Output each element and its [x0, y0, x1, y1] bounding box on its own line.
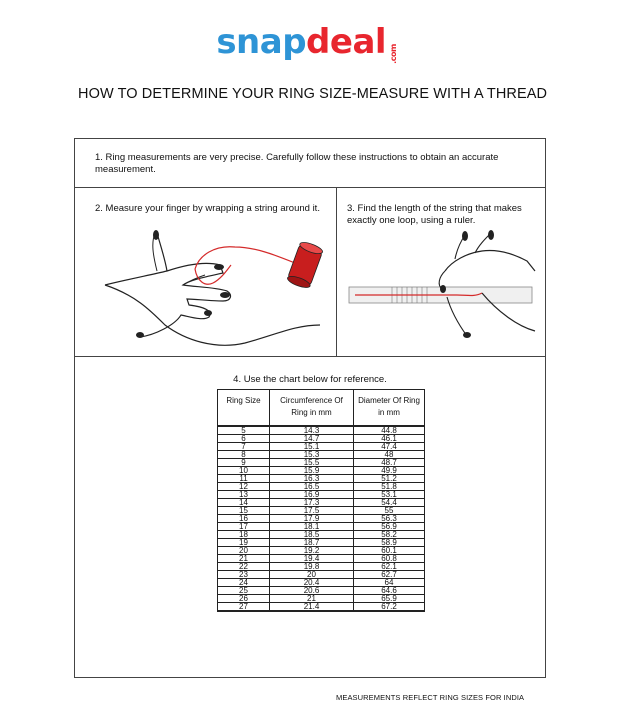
ring-size-cell: 13: [218, 491, 270, 499]
ring-size-cell: 5: [218, 426, 270, 435]
diameter-cell: 55: [354, 507, 425, 515]
circumference-cell: 19.2: [270, 547, 354, 555]
ruler-measurement-illustration: [347, 231, 542, 351]
ring-size-cell: 26: [218, 595, 270, 603]
diameter-cell: 51.8: [354, 483, 425, 491]
circumference-cell: 15.3: [270, 451, 354, 459]
circumference-cell: 18.5: [270, 531, 354, 539]
circumference-cell: 15.9: [270, 467, 354, 475]
circumference-cell: 14.7: [270, 435, 354, 443]
diameter-cell: 60.8: [354, 555, 425, 563]
diameter-cell: 62.7: [354, 571, 425, 579]
ring-size-cell: 12: [218, 483, 270, 491]
circumference-cell: 16.9: [270, 491, 354, 499]
circumference-cell: 18.1: [270, 523, 354, 531]
diameter-cell: 64: [354, 579, 425, 587]
diameter-cell: 53.1: [354, 491, 425, 499]
circumference-cell: 18.7: [270, 539, 354, 547]
diameter-cell: 49.9: [354, 467, 425, 475]
diameter-cell: 54.4: [354, 499, 425, 507]
ring-size-cell: 6: [218, 435, 270, 443]
steps-2-3-row: [75, 187, 545, 357]
diameter-cell: 56.3: [354, 515, 425, 523]
step-1-text: 1. Ring measurements are very precise. Carefully follow these instructions to obtain an accurate measurement.: [95, 152, 499, 175]
circumference-cell: 20.6: [270, 587, 354, 595]
circumference-cell: 20: [270, 571, 354, 579]
circumference-cell: 17.5: [270, 507, 354, 515]
diameter-cell: 58.9: [354, 539, 425, 547]
table-row: [218, 443, 425, 451]
ring-size-cell: 20: [218, 547, 270, 555]
ring-size-cell: 16: [218, 515, 270, 523]
circumference-cell: 17.3: [270, 499, 354, 507]
ring-size-cell: 27: [218, 603, 270, 612]
table-row: [218, 603, 425, 612]
diameter-cell: 46.1: [354, 435, 425, 443]
ring-size-cell: 17: [218, 523, 270, 531]
step-3-text: 3. Find the length of the string that makes exactly one loop, using a ruler.: [347, 203, 522, 226]
circumference-cell: 19.8: [270, 563, 354, 571]
diameter-cell: 65.9: [354, 595, 425, 603]
table-row: [218, 571, 425, 579]
circumference-cell: 14.3: [270, 426, 354, 435]
diameter-cell: 62.1: [354, 563, 425, 571]
ring-size-chart: [217, 389, 425, 612]
step-2-panel: [75, 187, 337, 356]
circumference-cell: 21: [270, 595, 354, 603]
ring-size-cell: 19: [218, 539, 270, 547]
step-4-panel: [75, 357, 545, 677]
circumference-cell: 16.3: [270, 475, 354, 483]
circumference-cell: 15.5: [270, 459, 354, 467]
diameter-cell: 60.1: [354, 547, 425, 555]
header-ring-size: Ring Size: [218, 390, 270, 427]
diameter-cell: 51.2: [354, 475, 425, 483]
ring-size-cell: 10: [218, 467, 270, 475]
ring-size-cell: 15: [218, 507, 270, 515]
diameter-cell: 64.6: [354, 587, 425, 595]
diameter-cell: 47.4: [354, 443, 425, 451]
ring-size-cell: 14: [218, 499, 270, 507]
diameter-cell: 58.2: [354, 531, 425, 539]
snapdeal-logo: [0, 22, 620, 74]
step-3-panel: [337, 187, 545, 356]
ring-size-cell: 22: [218, 563, 270, 571]
step-1-panel: [75, 139, 545, 188]
step-2-text: 2. Measure your finger by wrapping a string around it.: [95, 203, 320, 214]
instructions-frame: [74, 138, 546, 678]
hand-wrapping-thread-illustration: [95, 225, 325, 355]
ring-size-cell: 18: [218, 531, 270, 539]
diameter-cell: 48: [354, 451, 425, 459]
ring-size-cell: 21: [218, 555, 270, 563]
ring-size-chart-header: [218, 390, 425, 427]
circumference-cell: 19.4: [270, 555, 354, 563]
circumference-cell: 17.9: [270, 515, 354, 523]
ring-size-cell: 24: [218, 579, 270, 587]
ring-size-cell: 9: [218, 459, 270, 467]
logo-com: .com: [388, 44, 398, 64]
header-diameter: Diameter Of Ring in mm: [354, 390, 425, 427]
diameter-cell: 56.9: [354, 523, 425, 531]
table-row: [218, 499, 425, 507]
step-4-text: 4. Use the chart below for reference.: [233, 374, 387, 385]
ring-size-cell: 25: [218, 587, 270, 595]
circumference-cell: 16.5: [270, 483, 354, 491]
circumference-cell: 15.1: [270, 443, 354, 451]
ring-size-cell: 8: [218, 451, 270, 459]
circumference-cell: 21.4: [270, 603, 354, 612]
diameter-cell: 48.7: [354, 459, 425, 467]
diameter-cell: 44.8: [354, 426, 425, 435]
ring-size-cell: 7: [218, 443, 270, 451]
ring-size-cell: 11: [218, 475, 270, 483]
diameter-cell: 67.2: [354, 603, 425, 612]
ring-size-cell: 23: [218, 571, 270, 579]
logo-snap: snap: [216, 22, 307, 62]
header-circumference: Circumference Of Ring in mm: [270, 390, 354, 427]
circumference-cell: 20.4: [270, 579, 354, 587]
footer-note: MEASUREMENTS REFLECT RING SIZES FOR INDIA: [336, 693, 525, 702]
page-title: HOW TO DETERMINE YOUR RING SIZE-MEASURE WITH A THREAD: [78, 86, 548, 102]
logo-deal: deal: [306, 22, 387, 62]
